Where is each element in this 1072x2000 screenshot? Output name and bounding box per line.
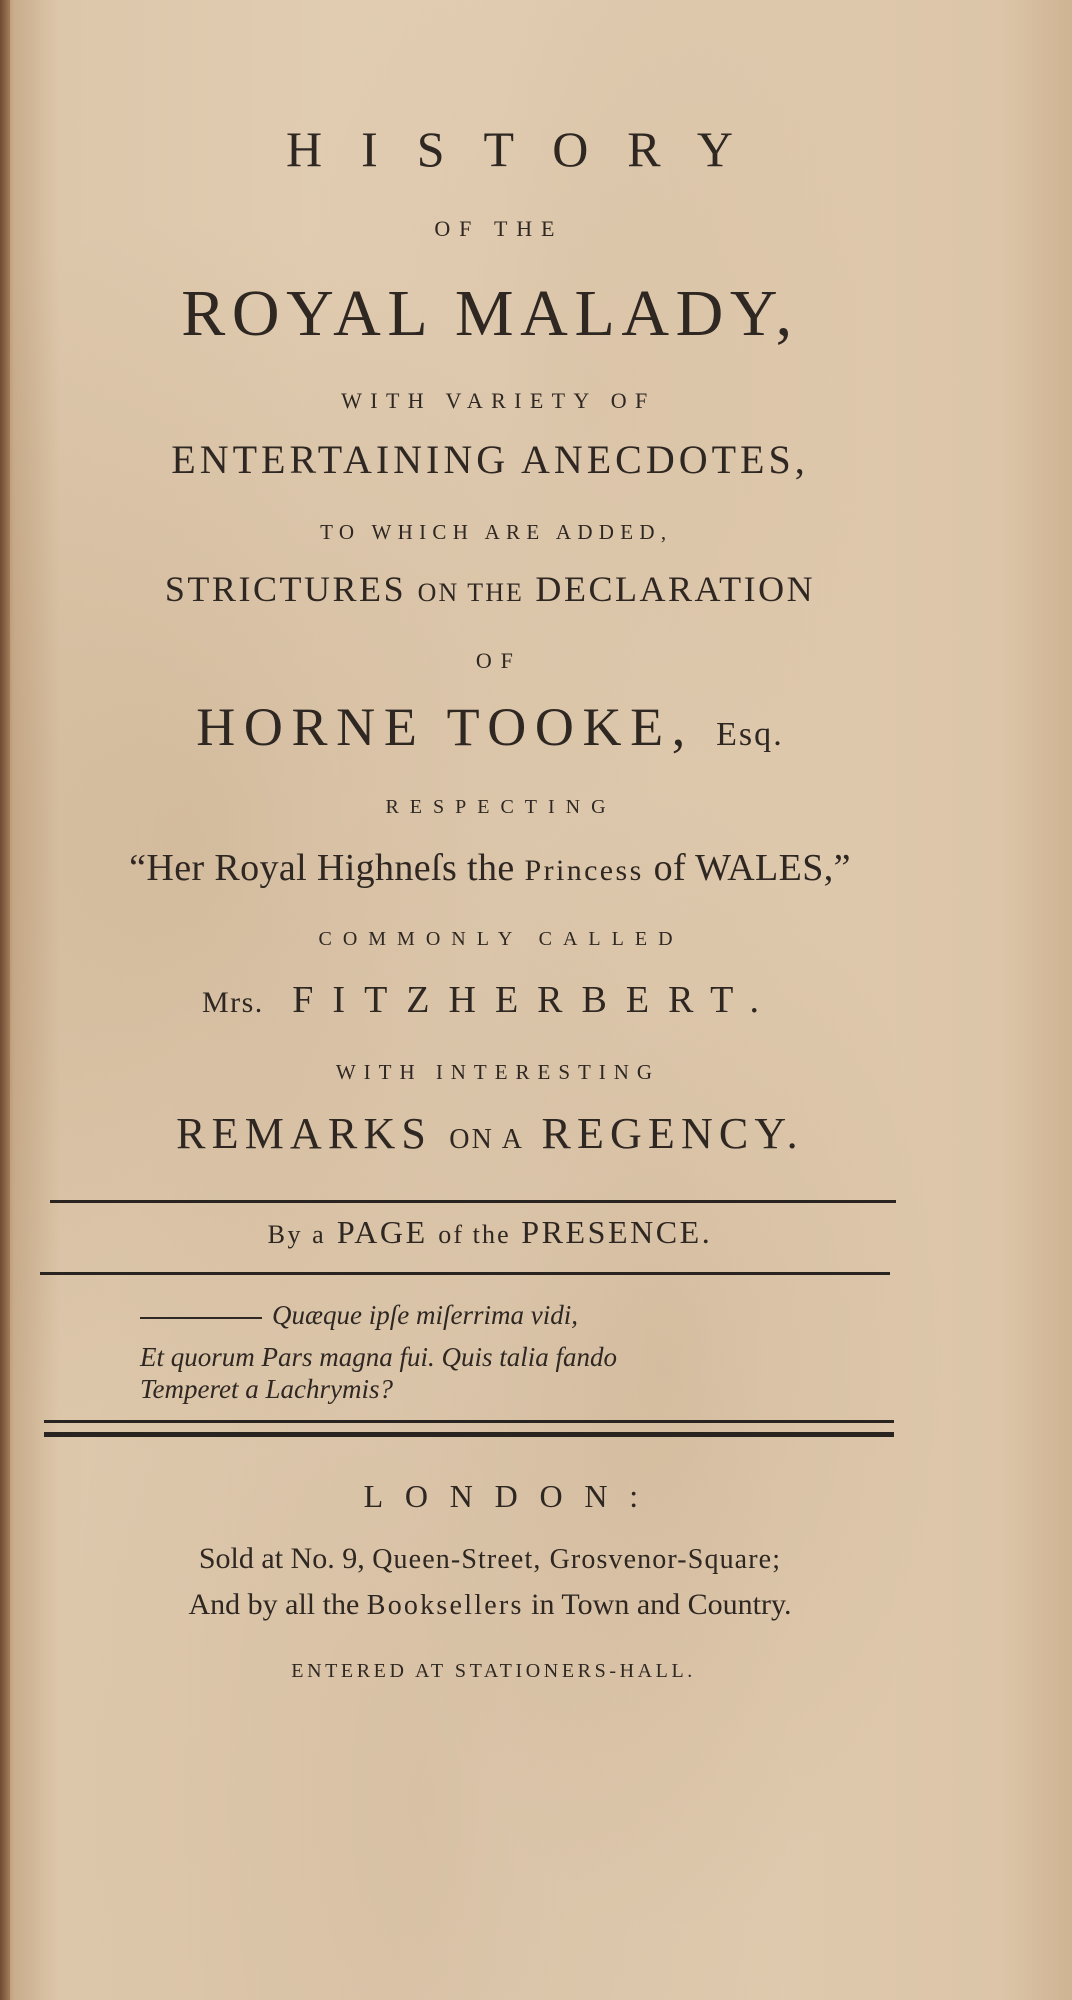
title-commonly-called: COMMONLY CALLED [318, 928, 684, 950]
epigraph-line-2: Et quorum Pars magna fui. Quis talia fando [140, 1342, 618, 1372]
byline-presence: PRESENCE. [521, 1214, 713, 1250]
princess-word: Princess [524, 854, 644, 887]
epigraph-line-1 [140, 1300, 578, 1331]
imprint-sold-at-text: Sold at No. 9, [198, 1542, 373, 1575]
title-to-which-added: TO WHICH ARE ADDED, [320, 520, 673, 544]
book-spine-edge [0, 0, 10, 2000]
on-the-word: ON THE [417, 578, 524, 607]
title-history: HISTORY [285, 121, 772, 177]
title-of-the: OF THE [434, 216, 564, 241]
remarks-word: REMARKS [176, 1109, 433, 1158]
regency-word: REGENCY. [541, 1109, 804, 1158]
esq-suffix: Esq. [716, 716, 784, 753]
title-remarks-regency [40, 1108, 940, 1159]
imprint-booksellers [40, 1588, 940, 1622]
divider-rule-double-2 [44, 1432, 894, 1437]
title-her-royal-highness [40, 846, 940, 890]
declaration-word: DECLARATION [535, 569, 816, 609]
title-mrs-fitzherbert [40, 978, 940, 1022]
byline [40, 1214, 940, 1251]
title-with-variety: WITH VARIETY OF [341, 388, 656, 413]
imprint-town-country: in Town and Country. [523, 1588, 792, 1621]
fitzherbert-name: FITZHERBERT. [292, 979, 779, 1021]
divider-rule-middle [40, 1272, 890, 1275]
byline-of-the: of the [438, 1220, 511, 1249]
her-royal-highness-text: “Her Royal Highneſs the [129, 847, 525, 889]
title-strictures [40, 568, 940, 610]
title-with-interesting: WITH INTERESTING [335, 1060, 661, 1084]
on-a-word: ON A [449, 1124, 525, 1155]
strictures-word: STRICTURES [164, 569, 407, 609]
epigraph-line-1-text: Quæque ipſe miſerrima vidi, [272, 1300, 578, 1330]
epigraph-dash [140, 1317, 262, 1319]
title-royal-malady: ROYAL MALADY, [181, 277, 799, 350]
title-entertaining-anecdotes: ENTERTAINING ANECDOTES, [171, 437, 809, 482]
imprint-address: Queen-Street, Grosvenor-Square; [372, 1544, 782, 1575]
title-horne-tooke [40, 696, 940, 758]
title-of: OF [475, 648, 522, 673]
byline-page: PAGE [336, 1214, 428, 1250]
title-respecting: RESPECTING [385, 796, 617, 818]
of-wales-text: of WALES,” [643, 847, 851, 889]
imprint-city: LONDON: [363, 1478, 660, 1514]
mrs-prefix: Mrs. [201, 986, 264, 1019]
imprint-sold-at [40, 1542, 940, 1576]
imprint-entered: ENTERED AT STATIONERS-HALL. [291, 1660, 696, 1682]
byline-by-a: By a [267, 1220, 327, 1249]
divider-rule-top [50, 1200, 896, 1203]
divider-rule-double-1 [44, 1420, 894, 1423]
imprint-booksellers-word: Booksellers [366, 1590, 524, 1621]
imprint-and-by-all: And by all the [188, 1588, 367, 1621]
horne-tooke-name: HORNE TOOKE, [196, 697, 694, 757]
epigraph-line-3: Temperet a Lachrymis? [140, 1374, 393, 1404]
